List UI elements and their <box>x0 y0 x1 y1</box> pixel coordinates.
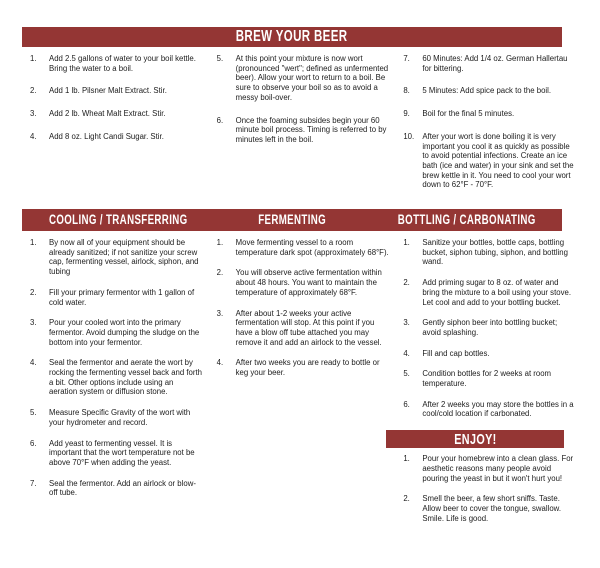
brew-your-beer-banner <box>22 27 562 47</box>
step-number: 2. <box>403 278 410 288</box>
step-text: Seal the fermentor. Add an airlock or blow-off tube. <box>49 478 196 498</box>
list-item <box>22 109 203 119</box>
step-text: Add 2 lb. Wheat Malt Extract. Stir. <box>49 109 166 119</box>
brew-steps-area <box>22 54 576 203</box>
list-item <box>395 400 576 419</box>
list-item <box>22 288 203 307</box>
step-text: Once the foaming subsides begin your 60 minute boil process. Timing is referred to by minutes left in the boil. <box>235 115 387 144</box>
list-item <box>395 454 576 483</box>
list-item <box>209 54 390 103</box>
step-number: 2. <box>30 86 37 96</box>
step-text: Add 8 oz. Light Candi Sugar. Stir. <box>49 131 164 141</box>
step-text: Add 2.5 gallons of water to your boil kettle. Bring the water to a boil. <box>49 54 196 73</box>
list-item <box>22 238 203 277</box>
list-item <box>395 238 576 267</box>
enjoy-section-title: ENJOY! <box>454 430 497 448</box>
step-text: Move fermenting vessel to a room temperature dark spot (approximately 68°F). <box>235 238 389 257</box>
step-text: Fill your primary fermentor with 1 gallon of cold water. <box>49 287 195 307</box>
step-text: Seal the fermentor and aerate the wort by rocking the fermenting vessel back and forth a bit. Other options include using an aeration system or diffusion stone. <box>49 358 202 397</box>
step-text: By now all of your equipment should be already sanitized; if not sanitize your screw cap, fermenting vessel, airlock, siphon, and tubing <box>49 238 199 277</box>
list-item <box>395 349 576 359</box>
step-text: Gently siphon beer into bottling bucket; avoid splashing. <box>422 318 558 337</box>
list-item <box>22 479 203 498</box>
list-item <box>22 439 203 468</box>
step-text: Fill and cap bottles. <box>422 348 490 358</box>
step-text: After 2 weeks you may store the bottles in a cool/cold location if carbonated. <box>422 399 574 419</box>
step-text: Add 1 lb. Pilsner Malt Extract. Stir. <box>49 86 167 96</box>
step-number: 6. <box>403 399 410 409</box>
list-item <box>395 494 576 523</box>
list-item <box>22 86 203 96</box>
list-item <box>209 116 390 145</box>
step-text: Add yeast to fermenting vessel. It is important that the wort temperature not be above 70°F when adding the yeast. <box>49 438 195 467</box>
step-number: 3. <box>30 109 37 119</box>
brew-column-2 <box>209 54 390 203</box>
bottling-carbonating-title: BOTTLING / CARBONATING <box>397 212 536 228</box>
list-item <box>209 309 390 348</box>
process-sections-banner <box>22 209 562 231</box>
cooling-transferring-column <box>22 238 203 534</box>
step-text: Measure Specific Gravity of the wort with your hydrometer and record. <box>49 408 191 427</box>
bottling-carbonating-column <box>395 238 576 534</box>
step-text: At this point your mixture is now wort (pronounced "wert"; defined as unfermented beer). Allow your wort to return to a boil. Be sure to observe your boil so as to avoid a messy boil-over. <box>235 54 389 102</box>
list-item <box>22 318 203 347</box>
step-number: 2. <box>216 268 224 278</box>
list-item <box>395 109 576 119</box>
list-item <box>395 318 576 337</box>
step-text: 5 Minutes: Add spice pack to the boil. <box>422 86 552 96</box>
list-item <box>22 132 203 142</box>
step-number: 4. <box>30 131 37 141</box>
brew-column-3 <box>395 54 576 203</box>
step-number: 9. <box>403 109 410 119</box>
list-item <box>22 54 203 73</box>
enjoy-banner <box>386 430 564 448</box>
step-number: 2. <box>30 287 37 297</box>
step-text: After your wort is done boiling it is very important you cool it as quickly as possible to avoid potential infections. Create an ice bath (ice and water) in your sink and set the brew kettle in it. You need to cool your wort down to 62°F - 70°F. <box>422 131 574 190</box>
process-steps-area <box>22 238 576 534</box>
cooling-transferring-header <box>22 213 215 227</box>
step-number: 8. <box>403 86 410 96</box>
step-text: Pour your cooled wort into the primary fermentor. Avoid dumping the sludge on the bottom into your fermentor. <box>49 318 200 347</box>
list-item <box>395 369 576 388</box>
step-number: 10. <box>403 131 415 141</box>
fermenting-header <box>215 213 371 227</box>
step-number: 1. <box>30 238 37 247</box>
step-number: 3. <box>30 318 37 328</box>
step-number: 1. <box>30 54 37 63</box>
step-text: Sanitize your bottles, bottle caps, bottling bucket, siphon tubing, siphon, and bottling wand. <box>422 238 568 267</box>
list-item <box>209 268 390 297</box>
step-text: Add priming sugar to 8 oz. of water and bring the mixture to a boil using your stove. Let cool and add to your bottling bucket. <box>422 278 571 307</box>
list-item <box>395 54 576 73</box>
step-number: 4. <box>216 358 224 368</box>
list-item <box>395 86 576 96</box>
step-number: 3. <box>403 318 410 328</box>
step-number: 5. <box>403 369 410 379</box>
list-item <box>209 238 390 257</box>
brew-column-1 <box>22 54 203 203</box>
step-number: 1. <box>403 238 410 247</box>
list-item <box>395 278 576 307</box>
fermenting-column <box>209 238 390 534</box>
brew-section-title: BREW YOUR BEER <box>236 28 348 45</box>
step-number: 3. <box>216 308 224 318</box>
list-item <box>209 358 390 377</box>
step-text: 60 Minutes: Add 1/4 oz. German Hallertau for bittering. <box>422 54 568 73</box>
list-item <box>22 358 203 397</box>
step-number: 7. <box>403 54 410 63</box>
step-number: 5. <box>30 408 37 418</box>
step-number: 7. <box>30 478 37 488</box>
step-number: 1. <box>403 454 410 464</box>
step-number: 4. <box>403 348 410 358</box>
step-number: 5. <box>216 54 224 63</box>
step-number: 2. <box>403 494 410 504</box>
step-text: After two weeks you are ready to bottle or keg your beer. <box>235 358 380 378</box>
step-text: After about 1-2 weeks your active fermentation will stop. At this point if you have a blow off tube attached you may remove it and add an airlock to the vessel. <box>235 308 382 347</box>
step-number: 4. <box>30 358 37 368</box>
list-item <box>395 132 576 190</box>
fermenting-title: FERMENTING <box>258 212 327 228</box>
list-item <box>22 408 203 427</box>
step-text: Condition bottles for 2 weeks at room temperature. <box>422 369 552 389</box>
step-text: You will observe active fermentation within about 48 hours. You want to maintain the temperature of approximately 68°F. <box>235 268 382 297</box>
step-number: 1. <box>216 238 224 247</box>
step-text: Boil for the final 5 minutes. <box>422 109 515 119</box>
step-text: Pour your homebrew into a clean glass. For aesthetic reasons many people avoid pouring the yeast in but it won't hurt you! <box>422 454 574 483</box>
step-number: 6. <box>30 438 37 448</box>
step-text: Smell the beer, a few short sniffs. Taste. Allow beer to cover the tongue, swallow. Smile. Life is good. <box>422 494 562 523</box>
bottling-carbonating-header <box>371 213 562 227</box>
cooling-transferring-title: COOLING / TRANSFERRING <box>48 212 188 228</box>
step-number: 6. <box>216 115 224 125</box>
